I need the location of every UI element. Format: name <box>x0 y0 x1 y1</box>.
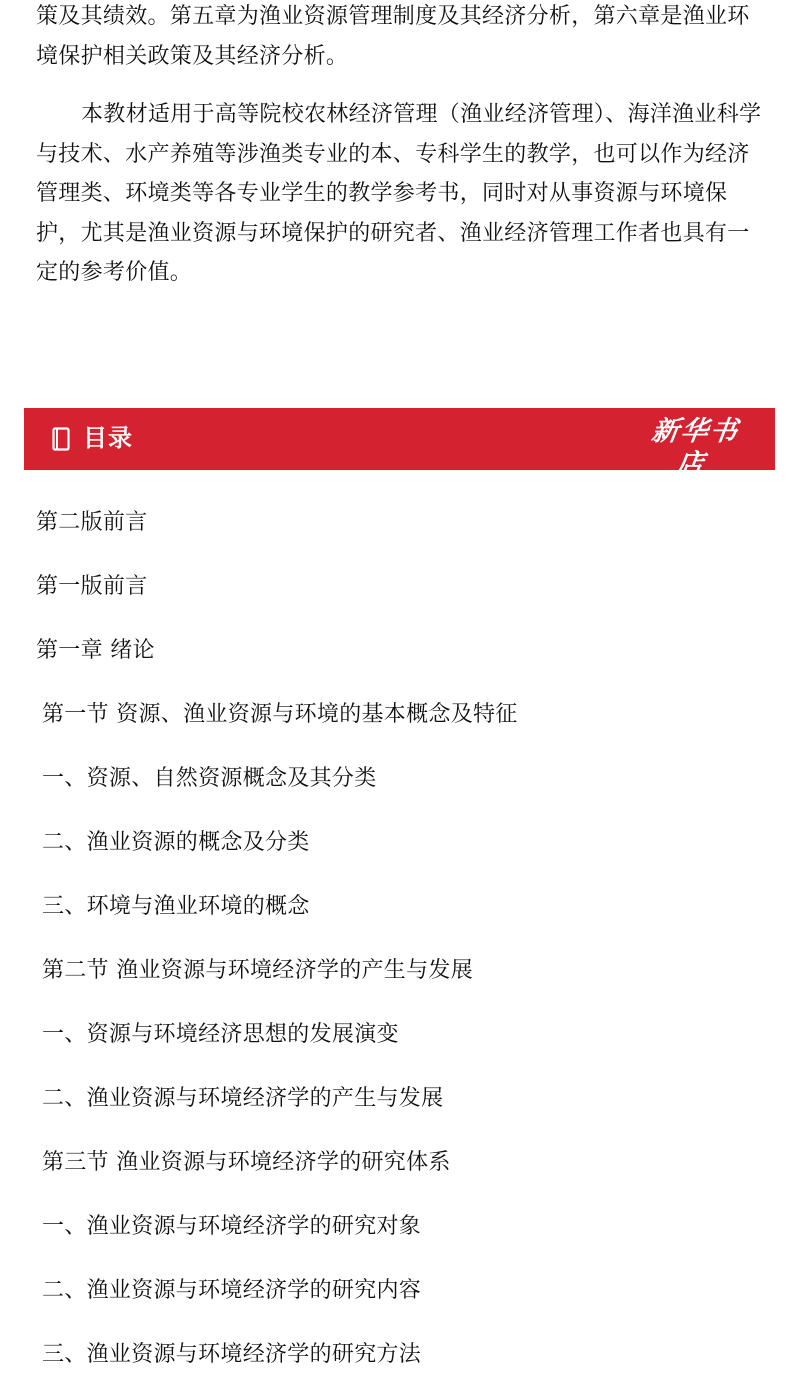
toc-item[interactable]: 第二节 渔业资源与环境经济学的产生与发展 <box>42 958 473 983</box>
intro-paragraph-1: 策及其绩效。第五章为渔业资源管理制度及其经济分析，第六章是渔业环境保护相关政策及其经济分析。 <box>36 4 750 69</box>
brand-subtitle: XINHUA BOOKSTORE <box>643 482 743 490</box>
toc-item[interactable]: 三、渔业资源与环境经济学的研究方法 <box>42 1342 422 1367</box>
toc-title: 目录 <box>83 424 133 452</box>
book-icon <box>52 427 70 451</box>
toc-item[interactable]: 第三节 渔业资源与环境经济学的研究体系 <box>42 1150 451 1175</box>
toc-item[interactable]: 第一版前言 <box>36 574 148 599</box>
toc-item[interactable]: 第一章 绪论 <box>36 638 155 663</box>
toc-item[interactable]: 一、渔业资源与环境经济学的研究对象 <box>42 1214 422 1239</box>
toc-item[interactable]: 二、渔业资源的概念及分类 <box>42 830 310 855</box>
toc-item[interactable]: 二、渔业资源与环境经济学的产生与发展 <box>42 1086 444 1111</box>
intro-paragraph-2: 本教材适用于高等院校农林经济管理（渔业经济管理）、海洋渔业科学与技术、水产养殖等涉渔类专业的本、专科学生的教学，也可以作为经济管理类、环境类等各专业学生的教学参考书，同时对从事资源与环境保护，尤其是渔业资源与环境保护的研究者、渔业经济管理工作者也具有一定的参考价值。 <box>36 102 762 285</box>
toc-banner <box>24 408 775 490</box>
intro-text <box>36 0 766 293</box>
toc-item[interactable]: 一、资源、自然资源概念及其分类 <box>42 766 377 791</box>
xinhua-bookstore-logo <box>638 415 748 491</box>
toc-item[interactable]: 一、资源与环境经济思想的发展演变 <box>42 1022 399 1047</box>
brand-name: 新华书店 <box>649 416 741 480</box>
toc-item[interactable]: 二、渔业资源与环境经济学的研究内容 <box>42 1278 422 1303</box>
toc-item[interactable]: 第一节 资源、渔业资源与环境的基本概念及特征 <box>42 702 518 727</box>
toc-item[interactable]: 三、环境与渔业环境的概念 <box>42 894 310 919</box>
toc-item[interactable]: 第二版前言 <box>36 510 148 535</box>
